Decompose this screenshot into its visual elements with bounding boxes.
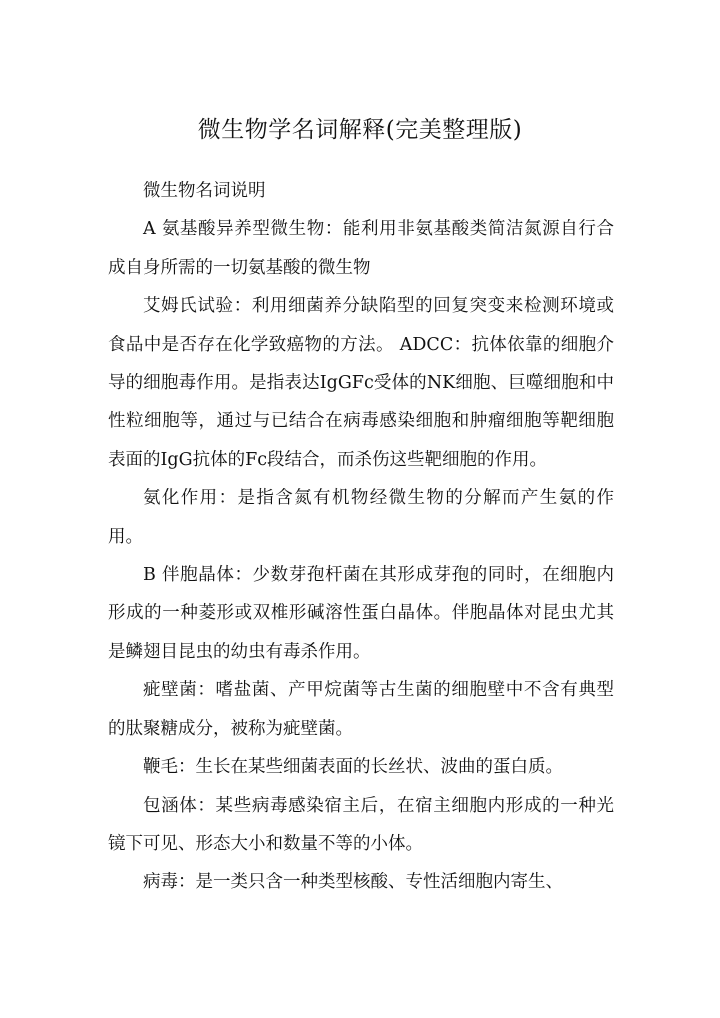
document-body xyxy=(108,172,614,902)
section-heading: 微生物名词说明 xyxy=(143,181,266,201)
definition-paragraph: 病毒：是一类只含一种类型核酸、专性活细胞内寄生、 xyxy=(143,872,563,893)
definition-paragraph: 疵壁菌：嗜盐菌、产甲烷菌等古生菌的细胞壁中不含有典型的肽聚糖成分，被称为疵壁菌。 xyxy=(108,680,614,739)
definition-paragraph: A 氨基酸异养型微生物：能利用非氨基酸类简洁氮源自行合成自身所需的一切氨基酸的微生物 xyxy=(108,219,614,278)
definition-paragraph: B 伴胞晶体：少数芽孢杆菌在其形成芽孢的同时，在细胞内形成的一种菱形或双椎形碱溶性蛋白晶体。伴胞晶体对昆虫尤其是鳞翅目昆虫的幼虫有毒杀作用。 xyxy=(108,565,614,662)
definition-paragraph: 包涵体：某些病毒感染宿主后，在宿主细胞内形成的一种光镜下可见、形态大小和数量不等的小体。 xyxy=(108,795,614,854)
definition-paragraph: 艾姆氏试验：利用细菌养分缺陷型的回复突变来检测环境或食品中是否存在化学致癌物的方法。 ADCC：抗体依靠的细胞介导的细胞毒作用。是指表达IgGFc受体的NK细胞、巨噬细胞和中性粒细胞等，通过与已结合在病毒感染细胞和肿瘤细胞等靶细胞表面的IgG抗体的Fc段结合，而杀伤这些靶细胞的作用。 xyxy=(108,296,614,470)
definition-paragraph: 氨化作用：是指含氮有机物经微生物的分解而产生氨的作用。 xyxy=(108,488,614,547)
document-title: 微生物学名词解释(完美整理版) xyxy=(197,117,523,143)
definition-paragraph: 鞭毛：生长在某些细菌表面的长丝状、波曲的蛋白质。 xyxy=(143,757,563,778)
